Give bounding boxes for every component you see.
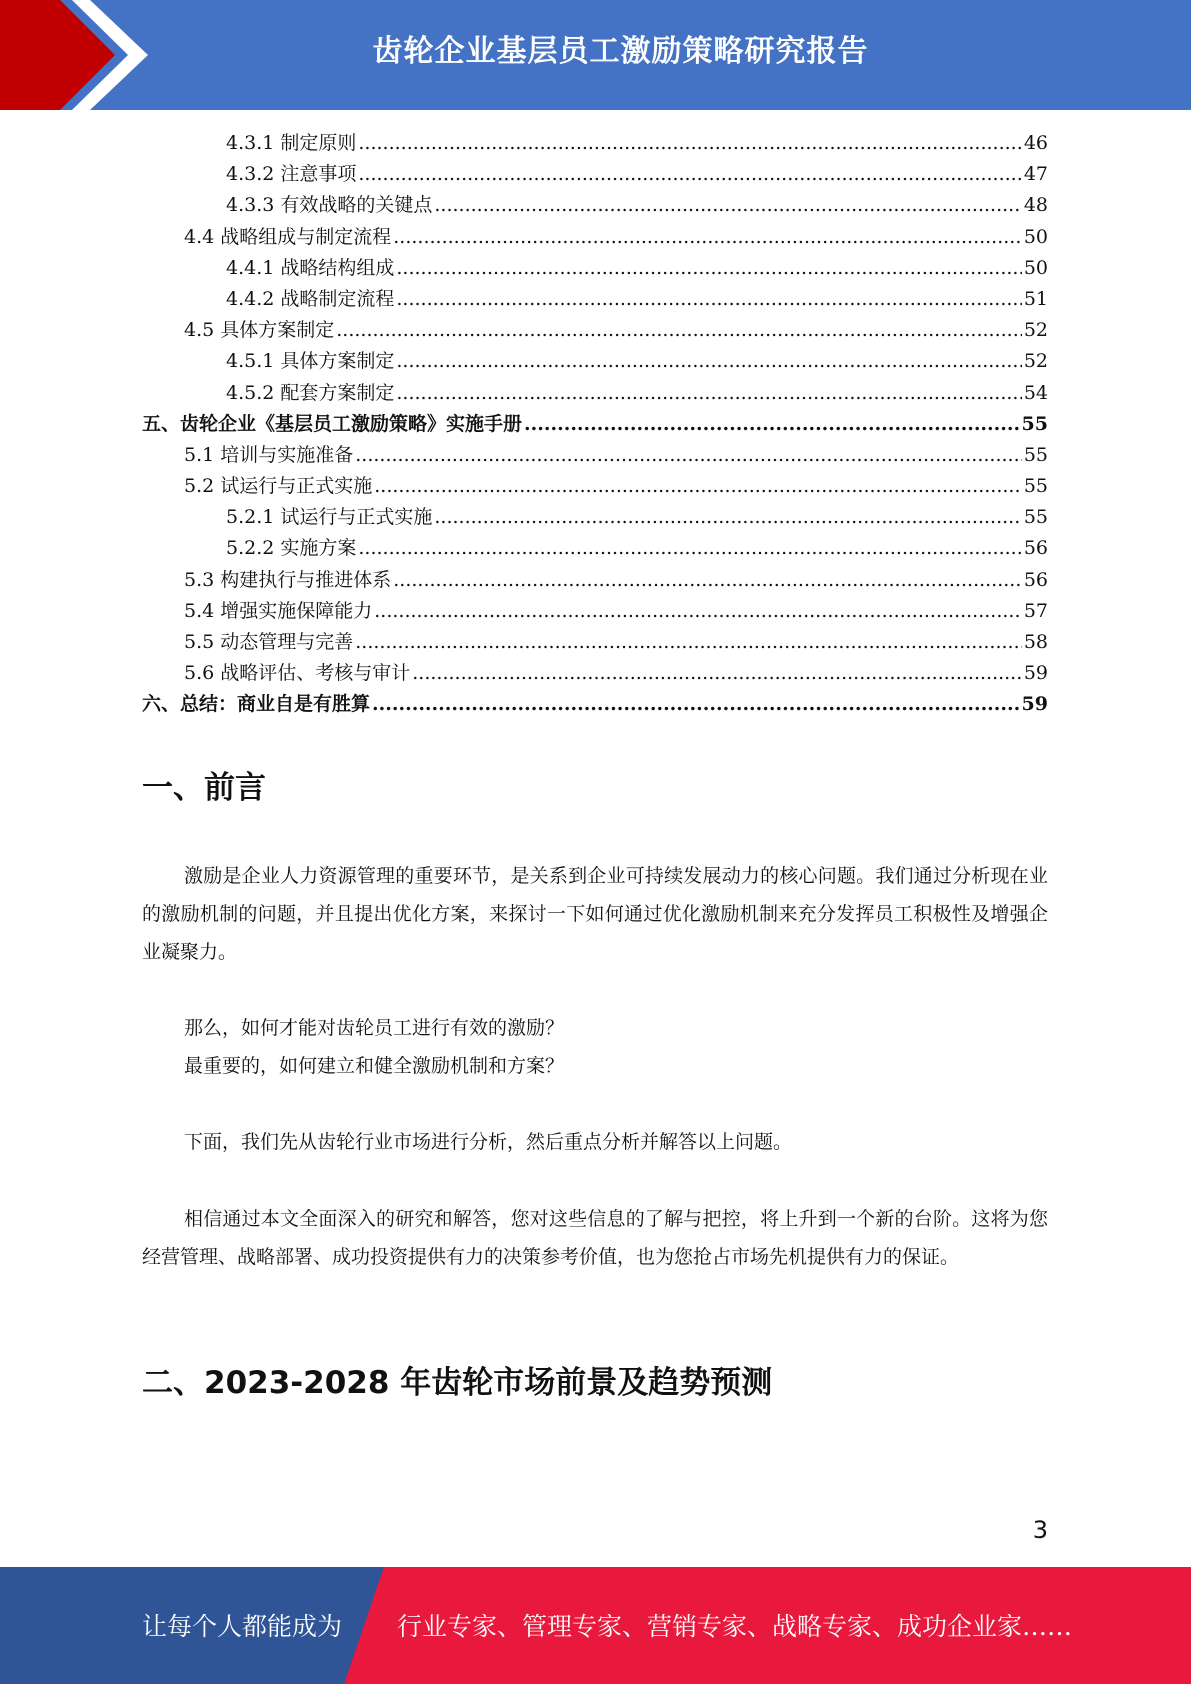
toc-entry[interactable] — [142, 222, 1048, 253]
toc-dot-leader — [396, 253, 1021, 284]
toc-entry[interactable] — [142, 409, 1048, 440]
toc-entry-label: 5.2.1 试运行与正式实施 — [226, 506, 433, 529]
toc-dot-leader — [355, 627, 1022, 658]
toc-entry-label: 4.3.1 制定原则 — [226, 132, 357, 154]
toc-entry[interactable] — [142, 471, 1048, 502]
toc-entry-label: 5.3 构建执行与推进体系 — [184, 568, 392, 591]
toc-entry-page: 47 — [1023, 163, 1048, 186]
toc-dot-leader — [372, 689, 1020, 720]
footer-slogan-right: 行业专家、管理专家、营销专家、战略专家、成功企业家…… — [397, 1612, 1073, 1641]
toc-entry-label: 4.4 战略组成与制定流程 — [184, 225, 392, 248]
toc-entry-label: 5.2 试运行与正式实施 — [184, 475, 373, 498]
toc-entry-page: 50 — [1023, 256, 1048, 279]
toc-entry-label: 4.5.2 配套方案制定 — [226, 381, 395, 404]
toc-entry-label: 4.4.2 战略制定流程 — [226, 287, 395, 310]
toc-entry[interactable] — [142, 565, 1048, 596]
toc-dot-leader — [393, 565, 1022, 596]
table-of-contents — [142, 128, 1048, 721]
toc-dot-leader — [396, 346, 1021, 377]
toc-entry-label: 5.5 动态管理与完善 — [184, 631, 354, 653]
toc-dot-leader — [524, 409, 1020, 440]
header-band — [0, 0, 1191, 110]
toc-dot-leader — [336, 315, 1022, 346]
toc-dot-leader — [434, 502, 1021, 533]
toc-entry-page: 46 — [1023, 132, 1048, 154]
report-title: 齿轮企业基层员工激励策略研究报告 — [372, 34, 869, 69]
toc-dot-leader — [396, 284, 1021, 315]
toc-entry[interactable] — [142, 627, 1048, 658]
toc-entry-label: 5.6 战略评估、考核与审计 — [184, 662, 411, 685]
toc-entry-page: 55 — [1023, 443, 1048, 466]
toc-entry-page: 52 — [1023, 350, 1048, 373]
toc-entry-label: 5.1 培训与实施准备 — [184, 443, 354, 466]
footer-slogan-left: 让每个人都能成为 — [142, 1612, 343, 1641]
paragraph-approach: 下面，我们先从齿轮行业市场进行分析，然后重点分析并解答以上问题。 — [184, 1131, 793, 1153]
toc-dot-leader — [358, 533, 1021, 564]
toc-entry[interactable] — [142, 284, 1048, 315]
toc-dot-leader — [358, 159, 1021, 190]
toc-entry[interactable] — [142, 159, 1048, 190]
paragraph-question-1: 那么，如何才能对齿轮员工进行有效的激励？ — [184, 1017, 565, 1039]
toc-entry-page: 55 — [1023, 506, 1048, 529]
toc-entry-page: 59 — [1021, 693, 1048, 716]
toc-entry[interactable] — [142, 190, 1048, 221]
toc-dot-leader — [434, 190, 1021, 221]
toc-entry-page: 59 — [1023, 662, 1048, 685]
section-heading-preface: 一、前言 — [142, 770, 266, 806]
toc-dot-leader — [355, 440, 1022, 471]
toc-entry-label: 五、齿轮企业《基层员工激励策略》实施手册 — [142, 412, 523, 435]
toc-entry-page: 54 — [1023, 381, 1048, 404]
toc-entry[interactable] — [142, 658, 1048, 689]
toc-entry-page: 55 — [1021, 412, 1048, 435]
toc-entry-label: 4.3.2 注意事项 — [226, 163, 357, 186]
toc-dot-leader — [374, 471, 1022, 502]
toc-entry-label: 4.5.1 具体方案制定 — [226, 350, 395, 373]
toc-entry-label: 5.2.2 实施方案 — [226, 537, 357, 560]
toc-entry-page: 48 — [1023, 194, 1048, 217]
page-number: 3 — [1032, 1516, 1048, 1544]
toc-entry-page: 57 — [1023, 599, 1048, 622]
toc-entry[interactable] — [142, 689, 1048, 720]
toc-entry[interactable] — [142, 533, 1048, 564]
toc-dot-leader — [358, 128, 1021, 159]
toc-entry[interactable] — [142, 440, 1048, 471]
toc-entry-page: 51 — [1023, 287, 1048, 310]
toc-dot-leader — [374, 596, 1022, 627]
toc-entry-label: 4.3.3 有效战略的关键点 — [226, 194, 433, 217]
toc-entry[interactable] — [142, 378, 1048, 409]
paragraph-conclusion: 相信通过本文全面深入的研究和解答，您对这些信息的了解与把控，将上升到一个新的台阶。这将为您经营管理、战略部署、成功投资提供有力的决策参考价值，也为您抢占市场先机提供有力的保证。 — [142, 1208, 1048, 1268]
toc-entry[interactable] — [142, 596, 1048, 627]
toc-entry-page: 52 — [1023, 319, 1048, 342]
toc-entry-page: 56 — [1023, 568, 1048, 591]
paragraph-question-2: 最重要的，如何建立和健全激励机制和方案？ — [184, 1055, 565, 1077]
footer-band — [0, 1567, 1191, 1684]
paragraph-intro: 激励是企业人力资源管理的重要环节，是关系到企业可持续发展动力的核心问题。我们通过分析现在业的激励机制的问题，并且提出优化方案，来探讨一下如何通过优化激励机制来充分发挥员工积极性及增强企业凝聚力。 — [142, 865, 1048, 963]
toc-entry-page: 58 — [1023, 631, 1048, 653]
toc-dot-leader — [412, 658, 1022, 689]
toc-entry-label: 4.4.1 战略结构组成 — [226, 256, 395, 279]
toc-entry[interactable] — [142, 128, 1048, 159]
toc-entry[interactable] — [142, 346, 1048, 377]
toc-entry[interactable] — [142, 315, 1048, 346]
toc-dot-leader — [393, 222, 1022, 253]
toc-entry-label: 4.5 具体方案制定 — [184, 319, 335, 342]
toc-entry[interactable] — [142, 502, 1048, 533]
toc-dot-leader — [396, 378, 1021, 409]
toc-entry-page: 56 — [1023, 537, 1048, 560]
section-heading-forecast: 二、2023-2028 年齿轮市场前景及趋势预测 — [142, 1365, 773, 1401]
toc-entry-page: 55 — [1023, 475, 1048, 498]
toc-entry-label: 六、总结：商业自是有胜算 — [142, 693, 371, 716]
toc-entry-label: 5.4 增强实施保障能力 — [184, 599, 373, 622]
toc-entry[interactable] — [142, 253, 1048, 284]
toc-entry-page: 50 — [1023, 225, 1048, 248]
